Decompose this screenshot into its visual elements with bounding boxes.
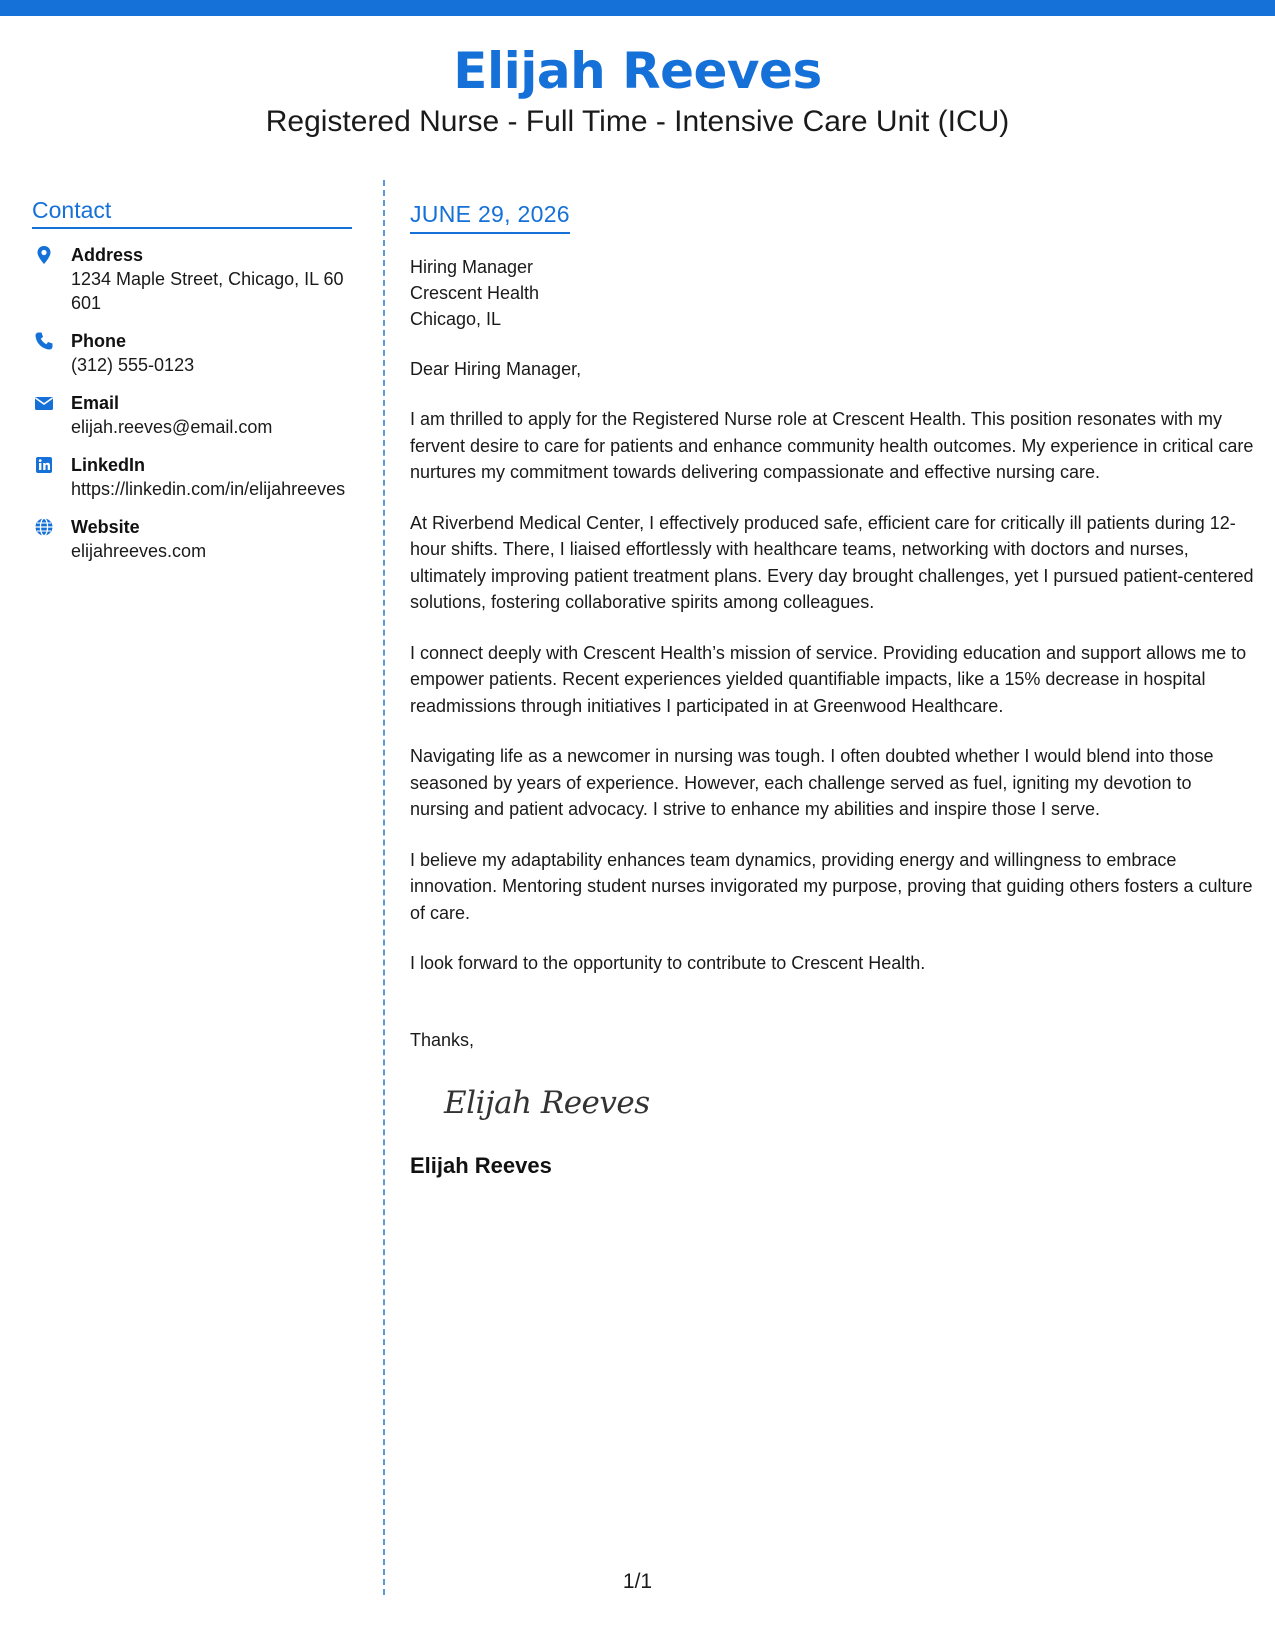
contact-linkedin [32,453,352,501]
linkedin-icon [34,455,54,475]
signer-name: Elijah Reeves [410,1152,552,1178]
job-title: Registered Nurse - Full Time - Intensive Care Unit (ICU) [265,105,1010,138]
contact-value-website[interactable]: elijahreeves.com [71,541,207,561]
column-divider [383,180,385,1595]
contact-value-linkedin[interactable]: https://linkedin.com/in/elijahreeves [71,479,346,499]
closing: Thanks, [410,1029,475,1050]
page-number: 1/1 [622,1570,653,1593]
recipient-line: Chicago, IL [410,309,502,329]
top-accent-bar [0,0,1275,16]
contact-value-email[interactable]: elijah.reeves@email.com [71,417,273,437]
contact-website [32,515,352,563]
recipient-block [410,254,1255,332]
letter-paragraph: I am thrilled to apply for the Registered Nurse role at Crescent Health. This position resonates with my fervent desire to care for patients and enhance community health outcomes. My experience in critical care nurtures my commitment towards delivering compassionate and effective nursing care. [410,409,1254,482]
contact-label-website: Website [71,517,140,537]
contact-address [32,243,352,315]
letter-body [410,198,1255,1181]
contact-label-linkedin: LinkedIn [71,455,146,475]
applicant-name: Elijah Reeves [453,42,822,100]
letter-paragraph: I look forward to the opportunity to contribute to Crescent Health. [410,953,926,973]
letter-paragraph: I believe my adaptability enhances team dynamics, providing energy and willingness to embrace innovation. Mentoring student nurses invigorated my purpose, proving that guiding others fosters a culture of care. [410,849,1253,923]
contact-heading: Contact [32,195,352,229]
recipient-line: Crescent Health [410,283,540,303]
letter-paragraph: I connect deeply with Crescent Health’s mission of service. Providing education and support allows me to empower patients. Recent experiences yielded quantifiable impacts, like a 15% decrease in hospital readmissions through initiatives I participated in at Greenwood Healthcare. [410,642,1247,716]
contact-phone [32,329,352,377]
envelope-icon [34,393,54,413]
handwritten-signature: Elijah Reeves [444,1084,650,1121]
map-pin-icon [34,245,54,265]
globe-icon [34,517,54,537]
contact-label-email: Email [71,393,120,413]
salutation: Dear Hiring Manager, [410,359,582,379]
contact-value-address: 1234 Maple Street, Chicago, IL 60601 [71,269,344,313]
recipient-line: Hiring Manager [410,257,534,277]
header [0,40,1275,142]
letter-date: JUNE 29, 2026 [410,198,570,234]
contact-value-phone: (312) 555-0123 [71,355,195,375]
letter-paragraph: At Riverbend Medical Center, I effectively produced safe, efficient care for critically ill patients during 12-hour shifts. There, I liaised effortlessly with healthcare teams, networking with doctors and nurses, ultimately improving patient treatment plans. Every day brought challenges, yet I pursued patient-centered solutions, fostering collaborative spirits among colleagues. [410,512,1254,612]
contact-label-phone: Phone [71,331,127,351]
contact-email [32,391,352,439]
contact-sidebar [32,195,352,563]
contact-label-address: Address [71,245,144,265]
letter-paragraph: Navigating life as a newcomer in nursing was tough. I often doubted whether I would blend into those seasoned by years of experience. However, each challenge served as fuel, igniting my devotion to nursing and patient advocacy. I strive to enhance my abilities and inspire those I serve. [410,746,1214,819]
phone-icon [34,331,54,351]
